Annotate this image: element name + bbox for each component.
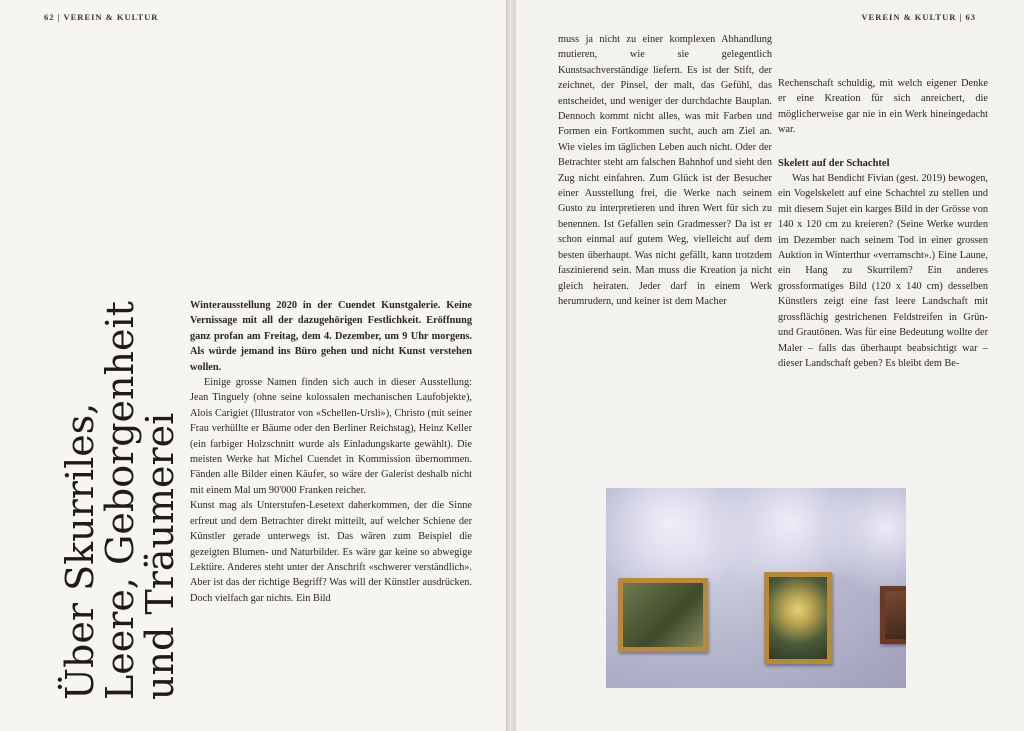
painting-3 bbox=[885, 591, 906, 639]
painting-2-frame bbox=[764, 572, 832, 664]
body-paragraph-1: Einige grosse Namen finden sich auch in dieser Ausstellung: Jean Tinguely (ohne seine kolossalen mechanischen Laufobjekte), Alois Carigiet (Illustrator von «Schellen-Ursli»), Christo (mit seiner Frau verhüllte er Bäume oder den Berliner Reichstag), Heinz Keller (ein farbiger Holzschnitt wurde als Einladungskarte gewählt). Die meisten Werke hat Michel Cuendet in Kommission übernommen. Fänden alle Bilder einen Käufer, so wäre der Galerist deshalb nicht mit einem Mal um 90'000 Franken reicher. bbox=[190, 377, 472, 496]
column-2-intro: Rechenschaft schuldig, mit welch eigener Denke er eine Kreation für sich anreichert, die möglicherweise gar nie in ein Werk hineingedacht war. bbox=[778, 78, 988, 136]
title-line-1: Über Skurriles, bbox=[58, 402, 102, 700]
painting-1 bbox=[623, 583, 703, 647]
column-1-text: muss ja nicht zu einer komplexen Abhandlung mutieren, wie sie gelegentlich Kunstsachverständige liefern. Es ist der Stift, der zeichnet, der Pinsel, der malt, das Gefühl, das entscheidet, und weniger der durchdachte Bauplan. Dennoch kommt nicht alles, was mit Farben und Formen ein Fortkommen sucht, auch am Ziel an. Wie vieles im täglichen Leben auch nicht. Oder der Betrachter steht am falschen Bahnhof und sieht den Zug nicht einfahren. Zum Glück ist der Besucher einer Ausstellung frei, die Werke nach seinem Gusto zu interpretieren und ihren Wert für sich zu benennen. Ist Gefallen sein Gradmesser? Da ist er schon einmal auf gutem Weg, vielleicht auf dem besten überhaupt. Was nicht gefällt, kann trotzdem faszinierend sein. Man muss die Kreation ja nicht gleich heiraten. Jeder darf in einem Werk herumrudern, und keiner ist dem Macher bbox=[558, 34, 772, 307]
title-heading bbox=[60, 280, 180, 700]
running-head-right: VEREIN & KULTUR | 63 bbox=[861, 12, 976, 22]
subheading: Skelett auf der Schachtel bbox=[778, 157, 890, 169]
running-head-left: 62 | VEREIN & KULTUR bbox=[44, 12, 159, 22]
article-title bbox=[60, 280, 180, 700]
right-page bbox=[516, 0, 1024, 731]
left-page bbox=[0, 0, 506, 731]
lead-paragraph: Winterausstellung 2020 in der Cuendet Kunstgalerie. Keine Vernissage mit all der dazugehörigen Festlichkeit. Eröffnung ganz profan am Freitag, dem 4. Dezember, um 9 Uhr morgens. Als würde jemand ins Büro gehen und nicht Kunst verstehen wollen. bbox=[190, 300, 472, 373]
title-line-2: Leere, Geborgenheit bbox=[98, 301, 142, 700]
gutter bbox=[506, 0, 516, 731]
title-line-3: und Träumerei bbox=[138, 412, 182, 700]
column-2-body: Was hat Bendicht Fivian (gest. 2019) bewogen, ein Vogelskelett auf eine Schachtel zu stellen und mit diesem Sujet ein karges Bild in der Grösse von 140 x 120 cm zu kreieren? (Seine Werke wurden im Dezember nach seinem Tod in einer grossen Auktion in Winterthur «verramscht».) Eine Laune, ein Hang zu Skurrilem? Ein anderes grossformatiges Bild (120 x 140 cm) desselben Künstlers zeigt eine fast leere Landschaft mit grossflächig gestrichenen Feldstreifen in Grün- und Grautönen. Was für eine Bedeutung wollte der Maler – falls das überhaupt beabsichtigt war – dieser Landschaft geben? Es bleibt dem Be- bbox=[778, 173, 988, 369]
painting-1-frame bbox=[618, 578, 708, 652]
left-text-column bbox=[190, 298, 472, 606]
right-text-column-1 bbox=[558, 32, 772, 309]
gallery-photo bbox=[606, 488, 906, 688]
right-text-column-2 bbox=[778, 76, 988, 371]
painting-2 bbox=[769, 577, 827, 659]
painting-3-frame bbox=[880, 586, 906, 644]
spotlight-3 bbox=[826, 488, 906, 598]
body-paragraph-2: Kunst mag als Unterstufen-Lesetext daherkommen, der die Sinne erfreut und dem Betrachter direkt mitteilt, auf welcher Schiene der Künstler gerade unterwegs ist. Das wären zum Beispiel die gezeigten Blumen- und Naturbilder. Es wäre gar keine so abwegige Lektüre. Anderes steht unter der Anschrift «schwerer verständlich». Aber ist das der richtige Begriff? Was will der Künstler ausdrücken. Doch vielfach gar nichts. Ein Bild bbox=[190, 500, 472, 604]
